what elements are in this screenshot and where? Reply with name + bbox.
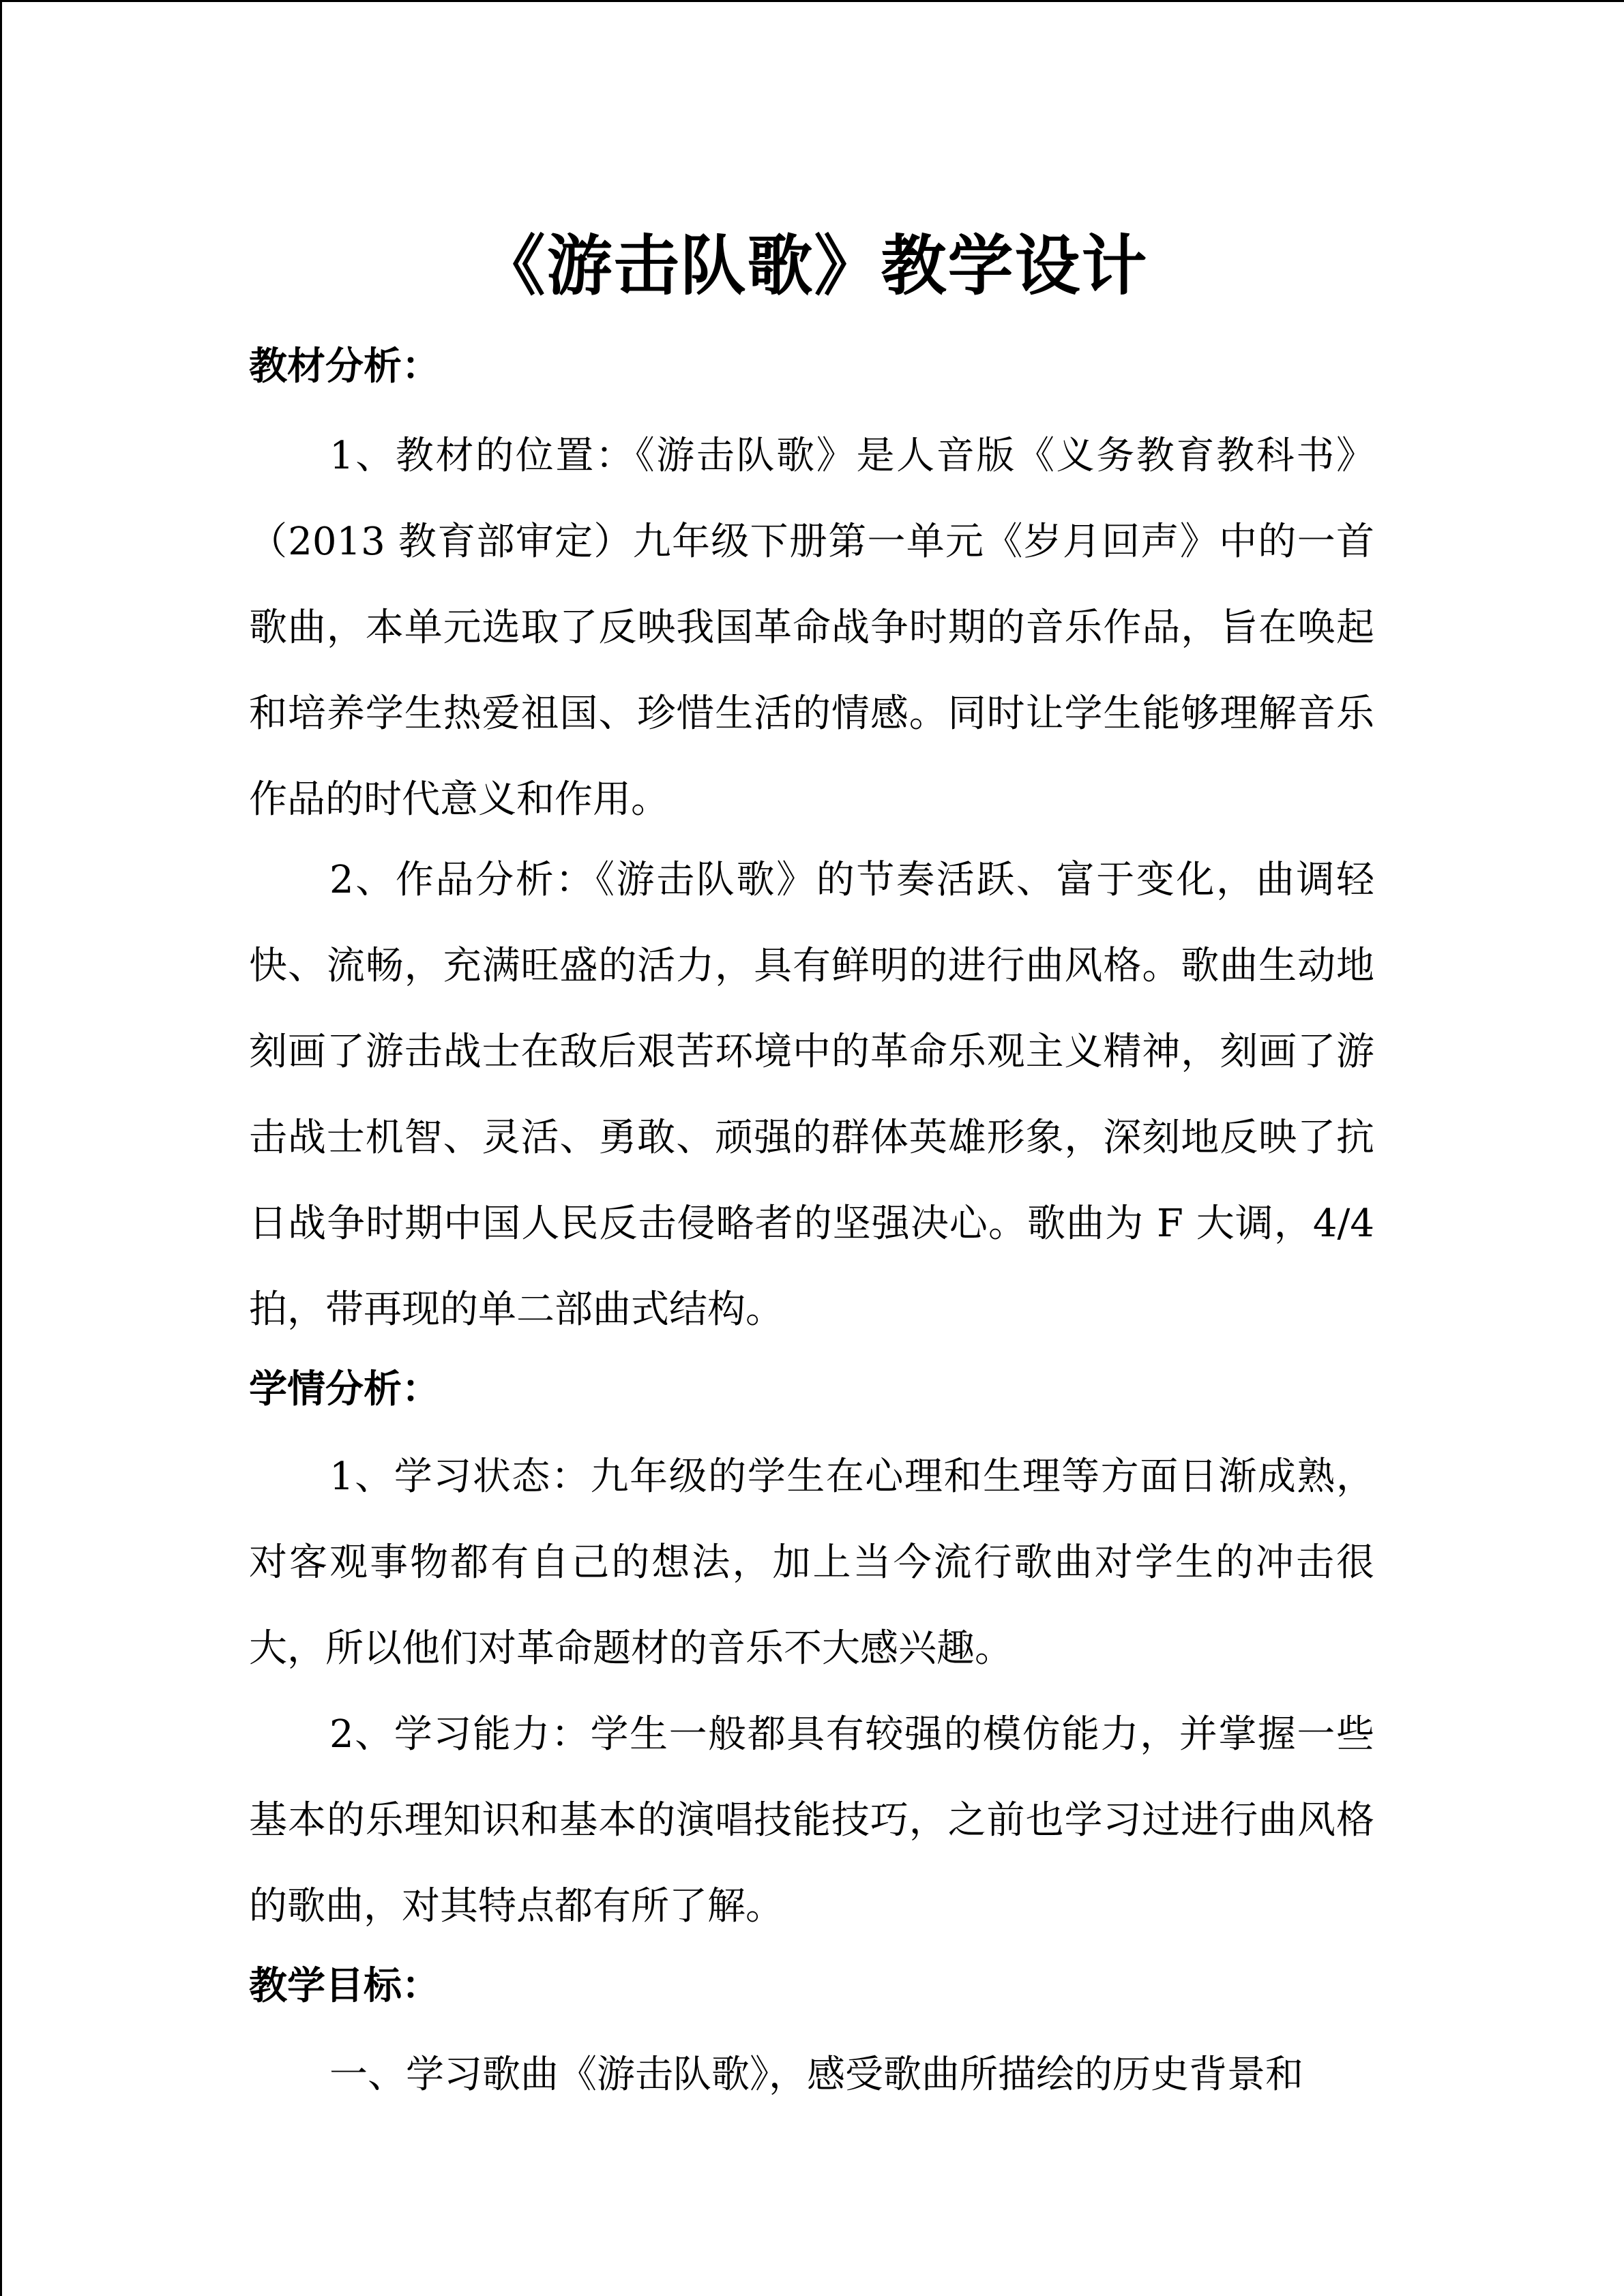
paragraph-goal-one: 一、学习歌曲《游击队歌》，感受歌曲所描绘的历史背景和 bbox=[329, 2053, 1303, 2097]
paragraph-textbook-position: 1、教材的位置：《游击队歌》是人音版《义务教育教科书》（2013 教育部审定）九年级下册第一单元《岁月回声》中的一首歌曲，本单元选取了反映我国革命战争时期的音乐作品，旨在唤起和培养学生热爱祖国、珍惜生活的情感。同时让学生能够理解音乐作品的时代意义和作用。 bbox=[249, 434, 1374, 822]
paragraph-work-analysis: 2、作品分析：《游击队歌》的节奏活跃、富于变化，曲调轻快、流畅，充满旺盛的活力，具有鲜明的进行曲风格。歌曲生动地刻画了游击战士在敌后艰苦环境中的革命乐观主义精神，刻画了游击战士机智、灵活、勇敢、顽强的群体英雄形象，深刻地反映了抗日战争时期中国人民反击侵略者的坚强决心。歌曲为 F 大调，4/4 拍，带再现的单二部曲式结构。 bbox=[249, 858, 1374, 1332]
paragraph-learning-state: 1、学习状态：九年级的学生在心理和生理等方面日渐成熟，对客观事物都有自己的想法，加上当今流行歌曲对学生的冲击很大，所以他们对革命题材的音乐不大感兴趣。 bbox=[249, 1455, 1374, 1671]
section-heading-student-analysis: 学情分析： bbox=[249, 1367, 440, 1412]
section-heading-textbook-analysis: 教材分析： bbox=[249, 344, 440, 389]
paragraph-learning-ability: 2、学习能力：学生一般都具有较强的模仿能力，并掌握一些基本的乐理知识和基本的演唱技能技巧，之前也学习过进行曲风格的歌曲，对其特点都有所了解。 bbox=[249, 1712, 1374, 1928]
section-heading-teaching-goals: 教学目标： bbox=[249, 1964, 440, 2008]
document-title: 《游击队歌》教学设计 bbox=[479, 227, 1149, 304]
